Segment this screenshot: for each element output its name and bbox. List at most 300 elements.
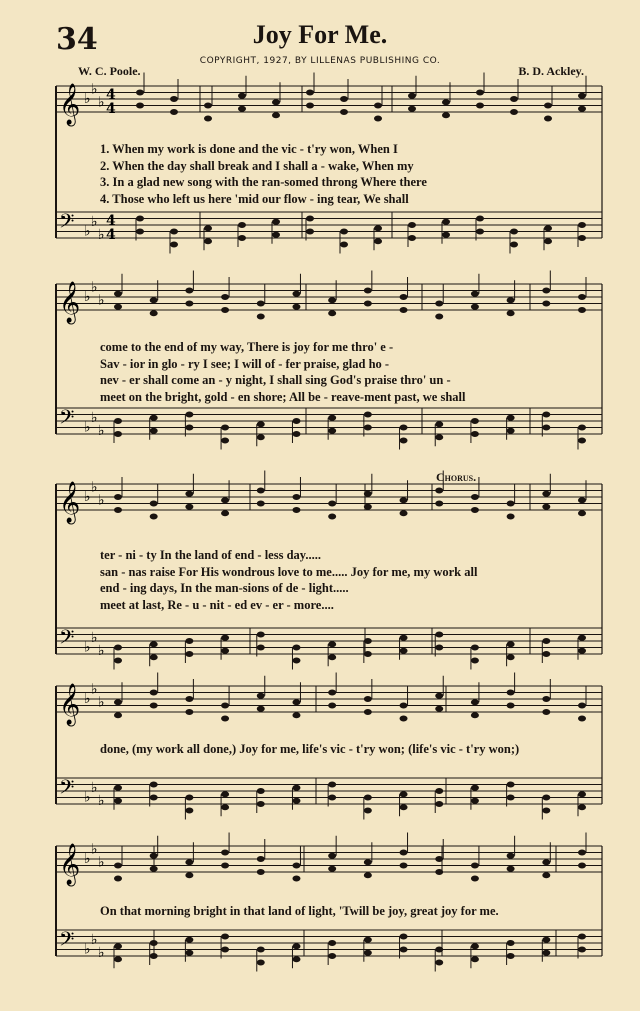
bass-note xyxy=(221,791,229,797)
treble-clef: 𝄞 xyxy=(59,684,81,725)
bass-note xyxy=(542,795,550,801)
bass-note xyxy=(364,638,372,644)
flat-sign: ♭ xyxy=(84,91,91,107)
treble-note xyxy=(328,297,336,303)
flat-sign: ♭ xyxy=(91,409,98,426)
bass-note xyxy=(507,415,515,421)
treble-note xyxy=(471,304,479,310)
treble-note xyxy=(578,863,586,869)
bass-clef: 𝄢 xyxy=(59,405,75,434)
lyric-line: Sav - ior in glo - ry I see; I will of - fer praise, glad ho - xyxy=(100,356,390,371)
treble-note xyxy=(364,301,372,307)
treble-note xyxy=(292,291,300,297)
treble-note xyxy=(476,90,484,96)
bass-note xyxy=(185,795,193,801)
treble-note xyxy=(578,106,586,112)
treble-note xyxy=(544,116,552,122)
treble-note xyxy=(292,494,300,500)
bass-note xyxy=(442,219,450,225)
treble-note xyxy=(150,501,158,507)
bass-note xyxy=(471,956,479,962)
bass-note xyxy=(114,658,122,664)
lyric-line: ter - ni - ty In the land of end - less day..... xyxy=(100,548,321,562)
treble-note xyxy=(400,294,408,300)
bass-note xyxy=(292,431,300,437)
treble-note xyxy=(435,314,443,320)
treble-note xyxy=(114,291,122,297)
treble-note xyxy=(544,103,552,109)
copyright-notice: COPYRIGHT, 1927, BY LILLENAS PUBLISHING CO. xyxy=(199,56,441,66)
bass-clef: 𝄢 xyxy=(59,927,75,956)
bass-note xyxy=(306,229,314,235)
treble-clef: 𝄞 xyxy=(59,844,81,885)
bass-note xyxy=(238,235,246,241)
treble-note xyxy=(408,93,416,99)
treble-note xyxy=(257,314,265,320)
chorus-label: Chorus. xyxy=(436,470,477,484)
lyric-line: meet at last, Re - u - nit - ed ev - er - more.... xyxy=(100,597,334,612)
bass-note xyxy=(272,232,280,238)
bass-note xyxy=(221,438,229,444)
bass-note xyxy=(328,953,336,959)
treble-note xyxy=(364,709,372,715)
treble-note xyxy=(364,696,372,702)
bass-note xyxy=(221,648,229,654)
treble-note xyxy=(292,507,300,513)
flat-sign: ♭ xyxy=(98,694,105,711)
bass-note xyxy=(542,651,550,657)
bass-note xyxy=(136,216,144,222)
treble-note xyxy=(442,99,450,105)
treble-note xyxy=(340,96,348,102)
bass-note xyxy=(408,235,416,241)
bass-note xyxy=(221,934,229,940)
treble-note xyxy=(400,497,408,503)
bass-note xyxy=(400,438,408,444)
bass-note xyxy=(328,415,336,421)
treble-note xyxy=(364,872,372,878)
treble-note xyxy=(400,863,408,869)
bass-note xyxy=(544,225,552,231)
treble-note xyxy=(292,699,300,705)
flat-sign: ♭ xyxy=(91,779,98,796)
treble-note xyxy=(374,116,382,122)
bass-note xyxy=(185,412,193,418)
flat-sign: ♭ xyxy=(98,944,105,961)
time-signature: 4 xyxy=(106,213,116,229)
bass-note xyxy=(292,943,300,949)
bass-note xyxy=(114,645,122,651)
flat-sign: ♭ xyxy=(84,289,91,305)
treble-note xyxy=(542,491,550,497)
bass-clef: 𝄢 xyxy=(59,625,75,654)
treble-note xyxy=(507,514,515,520)
treble-note xyxy=(542,696,550,702)
bass-note xyxy=(476,216,484,222)
treble-note xyxy=(238,106,246,112)
lyricist-credit: W. C. Poole. xyxy=(78,64,141,78)
bass-note xyxy=(221,804,229,810)
treble-note xyxy=(328,703,336,709)
bass-clef: 𝄢 xyxy=(59,209,75,238)
bass-note xyxy=(328,654,336,660)
bass-note xyxy=(328,782,336,788)
treble-note xyxy=(471,291,479,297)
time-signature: 4 xyxy=(106,87,116,103)
treble-note xyxy=(221,716,229,722)
flat-sign: ♭ xyxy=(98,94,105,111)
treble-note xyxy=(542,288,550,294)
bass-note xyxy=(114,785,122,791)
bass-note xyxy=(542,950,550,956)
bass-note xyxy=(257,801,265,807)
bass-note xyxy=(364,425,372,431)
treble-clef: 𝄞 xyxy=(59,482,81,523)
bass-note xyxy=(185,651,193,657)
lyric-line: end - ing days, In the man-sions of de - light..... xyxy=(100,581,349,595)
bass-note xyxy=(257,632,265,638)
treble-note xyxy=(204,103,212,109)
treble-note xyxy=(510,109,518,115)
treble-note xyxy=(221,703,229,709)
flat-sign: ♭ xyxy=(98,642,105,659)
treble-note xyxy=(136,103,144,109)
flat-sign: ♭ xyxy=(91,629,98,646)
bass-clef: 𝄢 xyxy=(59,775,75,804)
bass-note xyxy=(578,648,586,654)
treble-note xyxy=(578,850,586,856)
bass-note xyxy=(507,428,515,434)
bass-note xyxy=(185,950,193,956)
bass-note xyxy=(542,638,550,644)
bass-note xyxy=(542,808,550,814)
bass-note xyxy=(507,654,515,660)
treble-note xyxy=(114,699,122,705)
bass-note xyxy=(185,808,193,814)
treble-note xyxy=(400,716,408,722)
treble-note xyxy=(185,504,193,510)
bass-note xyxy=(292,956,300,962)
bass-note xyxy=(542,412,550,418)
treble-note xyxy=(150,853,158,859)
flat-sign: ♭ xyxy=(91,681,98,698)
bass-note xyxy=(364,651,372,657)
bass-note xyxy=(150,654,158,660)
treble-note xyxy=(471,699,479,705)
flat-sign: ♭ xyxy=(98,292,105,309)
bass-note xyxy=(507,782,515,788)
treble-note xyxy=(408,106,416,112)
bass-note xyxy=(150,782,158,788)
bass-note xyxy=(435,632,443,638)
treble-clef: 𝄞 xyxy=(59,282,81,323)
bass-note xyxy=(435,801,443,807)
bass-note xyxy=(150,953,158,959)
bass-note xyxy=(150,940,158,946)
bass-note xyxy=(114,431,122,437)
flat-sign: ♭ xyxy=(84,691,91,707)
bass-note xyxy=(150,641,158,647)
treble-note xyxy=(471,494,479,500)
treble-note xyxy=(292,863,300,869)
treble-note xyxy=(150,866,158,872)
treble-note xyxy=(471,507,479,513)
treble-note xyxy=(435,869,443,875)
bass-note xyxy=(435,960,443,966)
treble-note xyxy=(507,310,515,316)
treble-note xyxy=(257,706,265,712)
bass-note xyxy=(292,418,300,424)
treble-note xyxy=(257,301,265,307)
flat-sign: ♭ xyxy=(98,492,105,509)
bass-note xyxy=(507,641,515,647)
bass-note xyxy=(340,242,348,248)
treble-note xyxy=(471,876,479,882)
treble-note xyxy=(400,510,408,516)
bass-note xyxy=(136,229,144,235)
flat-sign: ♭ xyxy=(84,489,91,505)
bass-note xyxy=(507,795,515,801)
bass-note xyxy=(170,229,178,235)
flat-sign: ♭ xyxy=(91,841,98,858)
treble-note xyxy=(435,706,443,712)
flat-sign: ♭ xyxy=(91,213,98,230)
bass-note xyxy=(578,438,586,444)
treble-note xyxy=(257,869,265,875)
bass-note xyxy=(328,641,336,647)
treble-note xyxy=(507,866,515,872)
treble-note xyxy=(476,103,484,109)
bass-note xyxy=(364,937,372,943)
treble-note xyxy=(510,96,518,102)
treble-note xyxy=(114,712,122,718)
treble-note xyxy=(257,501,265,507)
treble-note xyxy=(542,872,550,878)
treble-note xyxy=(238,93,246,99)
bass-note xyxy=(204,225,212,231)
lyric-line: nev - er shall come an - y night, I shall sing God's praise thro' un - xyxy=(100,373,451,387)
bass-note xyxy=(306,216,314,222)
bass-note xyxy=(400,425,408,431)
flat-sign: ♭ xyxy=(91,931,98,948)
bass-note xyxy=(257,960,265,966)
bass-note xyxy=(471,943,479,949)
bass-note xyxy=(150,795,158,801)
bass-note xyxy=(340,229,348,235)
lyric-line: 3. In a glad new song with the ran-somed throng Where there xyxy=(100,175,427,189)
flat-sign: ♭ xyxy=(84,639,91,656)
bass-note xyxy=(476,229,484,235)
treble-note xyxy=(578,510,586,516)
bass-note xyxy=(471,645,479,651)
flat-sign: ♭ xyxy=(84,789,91,806)
treble-note xyxy=(136,90,144,96)
treble-note xyxy=(114,507,122,513)
treble-note xyxy=(221,307,229,313)
bass-note xyxy=(114,956,122,962)
bass-note xyxy=(471,418,479,424)
treble-note xyxy=(221,510,229,516)
treble-note xyxy=(150,514,158,520)
treble-note xyxy=(374,103,382,109)
treble-note xyxy=(435,301,443,307)
bass-note xyxy=(435,947,443,953)
bass-note xyxy=(510,229,518,235)
flat-sign: ♭ xyxy=(98,854,105,871)
treble-note xyxy=(150,690,158,696)
treble-note xyxy=(221,294,229,300)
time-signature: 4 xyxy=(106,101,116,117)
treble-note xyxy=(272,99,280,105)
treble-note xyxy=(185,696,193,702)
treble-note xyxy=(400,307,408,313)
bass-note xyxy=(578,934,586,940)
bass-note xyxy=(221,947,229,953)
treble-note xyxy=(185,491,193,497)
treble-note xyxy=(435,693,443,699)
treble-note xyxy=(340,109,348,115)
bass-note xyxy=(578,425,586,431)
treble-note xyxy=(306,90,314,96)
flat-sign: ♭ xyxy=(98,792,105,809)
bass-note xyxy=(578,235,586,241)
treble-note xyxy=(292,876,300,882)
bass-note xyxy=(292,645,300,651)
bass-note xyxy=(435,645,443,651)
bass-note xyxy=(114,798,122,804)
bass-note xyxy=(292,798,300,804)
bass-note xyxy=(292,658,300,664)
treble-note xyxy=(292,712,300,718)
treble-note xyxy=(257,488,265,494)
bass-note xyxy=(150,428,158,434)
treble-note xyxy=(185,301,193,307)
bass-note xyxy=(114,418,122,424)
treble-note xyxy=(185,288,193,294)
treble-note xyxy=(507,853,515,859)
treble-note xyxy=(578,93,586,99)
bass-note xyxy=(185,937,193,943)
treble-note xyxy=(507,703,515,709)
hymn-title: Joy For Me. xyxy=(252,20,388,49)
bass-note xyxy=(408,222,416,228)
bass-note xyxy=(578,635,586,641)
lyric-line: 1. When my work is done and the vic - t'ry won, When I xyxy=(100,142,398,156)
bass-note xyxy=(374,238,382,244)
treble-note xyxy=(578,294,586,300)
flat-sign: ♭ xyxy=(84,941,91,958)
bass-note xyxy=(364,808,372,814)
bass-note xyxy=(400,648,408,654)
bass-note xyxy=(435,788,443,794)
treble-note xyxy=(578,497,586,503)
treble-note xyxy=(400,703,408,709)
treble-note xyxy=(170,96,178,102)
lyric-line: 2. When the day shall break and I shall a - wake, When my xyxy=(100,158,414,173)
time-signature: 4 xyxy=(106,227,116,243)
bass-note xyxy=(400,791,408,797)
flat-sign: ♭ xyxy=(91,279,98,296)
bass-note xyxy=(364,950,372,956)
treble-note xyxy=(542,859,550,865)
treble-note xyxy=(221,850,229,856)
treble-note xyxy=(221,497,229,503)
treble-note xyxy=(185,859,193,865)
bass-note xyxy=(328,428,336,434)
bass-note xyxy=(542,937,550,943)
bass-note xyxy=(374,225,382,231)
treble-note xyxy=(328,501,336,507)
bass-note xyxy=(185,638,193,644)
bass-note xyxy=(578,222,586,228)
treble-note xyxy=(507,501,515,507)
treble-note xyxy=(400,850,408,856)
treble-note xyxy=(204,116,212,122)
flat-sign: ♭ xyxy=(91,81,98,98)
treble-note xyxy=(364,288,372,294)
bass-note xyxy=(507,940,515,946)
treble-note xyxy=(435,488,443,494)
bass-note xyxy=(435,421,443,427)
lyric-line: meet on the bright, gold - en shore; All be - reave-ment past, we shall xyxy=(100,389,466,404)
bass-note xyxy=(364,795,372,801)
bass-note xyxy=(221,635,229,641)
bass-note xyxy=(400,947,408,953)
bass-note xyxy=(170,242,178,248)
treble-note xyxy=(114,863,122,869)
treble-note xyxy=(221,863,229,869)
treble-note xyxy=(364,859,372,865)
treble-note xyxy=(364,504,372,510)
treble-note xyxy=(542,709,550,715)
flat-sign: ♭ xyxy=(91,479,98,496)
bass-note xyxy=(471,798,479,804)
bass-note xyxy=(292,785,300,791)
treble-note xyxy=(185,872,193,878)
treble-note xyxy=(328,514,336,520)
bass-note xyxy=(328,795,336,801)
treble-note xyxy=(328,690,336,696)
treble-note xyxy=(471,863,479,869)
bass-note xyxy=(221,425,229,431)
treble-note xyxy=(272,112,280,118)
treble-note xyxy=(257,693,265,699)
bass-note xyxy=(542,425,550,431)
bass-note xyxy=(257,947,265,953)
treble-note xyxy=(150,297,158,303)
bass-note xyxy=(400,804,408,810)
bass-note xyxy=(257,788,265,794)
treble-note xyxy=(150,310,158,316)
flat-sign: ♭ xyxy=(84,851,91,867)
bass-note xyxy=(578,947,586,953)
composer-credit: B. D. Ackley. xyxy=(518,64,584,78)
treble-note xyxy=(328,310,336,316)
treble-note xyxy=(306,103,314,109)
treble-note xyxy=(471,712,479,718)
flat-sign: ♭ xyxy=(84,419,91,436)
bass-note xyxy=(435,434,443,440)
bass-note xyxy=(400,934,408,940)
treble-note xyxy=(114,494,122,500)
lyric-line: done, (my work all done,) Joy for me, life's vic - t'ry won; (life's vic - t'ry won;) xyxy=(100,742,520,756)
treble-note xyxy=(442,112,450,118)
lyric-line: come to the end of my way, There is joy for me thro' e - xyxy=(100,340,394,354)
lyric-line: 4. Those who left us here 'mid our flow - ing tear, We shall xyxy=(100,191,409,206)
bass-note xyxy=(471,785,479,791)
treble-note xyxy=(542,301,550,307)
bass-note xyxy=(578,791,586,797)
